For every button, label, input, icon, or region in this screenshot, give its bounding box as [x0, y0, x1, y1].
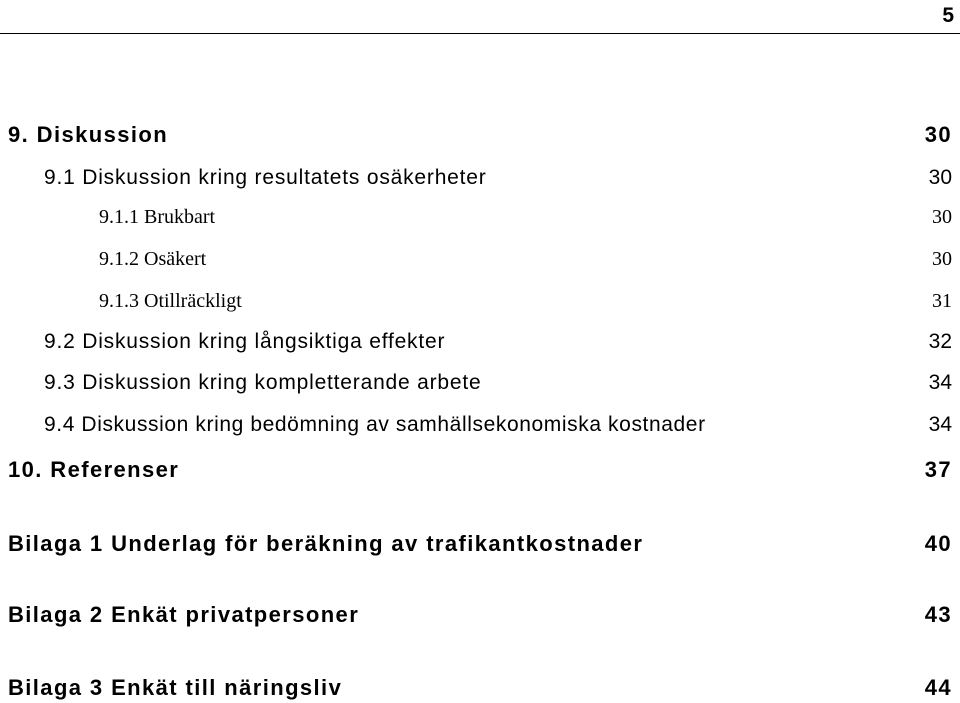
toc-entry-9-2[interactable]	[44, 331, 952, 352]
toc-entry-9-4[interactable]	[44, 414, 952, 435]
toc-entry-page: 30	[932, 206, 952, 228]
toc-entry-9-1-3[interactable]	[99, 291, 952, 311]
toc-entry-label: 9.1.1 Brukbart	[99, 206, 216, 228]
header-rule	[0, 33, 960, 34]
toc-entry-label: 9.4 Diskussion kring bedömning av samhällsekonomiska kostnader	[44, 413, 706, 436]
toc-entry-label: 9. Diskussion	[8, 122, 169, 147]
toc-entry-label: Bilaga 2 Enkät privatpersoner	[8, 602, 360, 627]
toc-entry-page: 34	[928, 371, 952, 394]
toc-entry-label: 9.2 Diskussion kring långsiktiga effekter	[44, 330, 446, 353]
toc-entry-page: 30	[924, 122, 952, 147]
toc-entry-page: 32	[928, 330, 952, 353]
toc-entry-9-1[interactable]	[44, 167, 952, 188]
toc-entry-page: 37	[924, 457, 952, 482]
toc-entry-bilaga-3[interactable]	[8, 677, 952, 699]
toc-entry-10[interactable]	[8, 459, 952, 481]
toc-entry-bilaga-2[interactable]	[8, 604, 952, 626]
toc-entry-bilaga-1[interactable]	[8, 533, 952, 555]
toc-entry-label: 9.1 Diskussion kring resultatets osäkerheter	[44, 166, 487, 189]
toc-entry-page: 31	[932, 290, 952, 312]
toc-entry-label: 9.1.2 Osäkert	[99, 248, 207, 270]
page-number: 5	[942, 4, 954, 27]
toc-entry-page: 43	[924, 602, 952, 627]
toc-entry-page: 30	[928, 166, 952, 189]
toc-entry-9-3[interactable]	[44, 372, 952, 393]
toc-entry-label: 9.3 Diskussion kring kompletterande arbete	[44, 371, 482, 394]
toc-entry-page: 40	[924, 531, 952, 556]
toc-entry-9[interactable]	[8, 124, 952, 146]
toc-entry-label: Bilaga 1 Underlag för beräkning av trafikantkostnader	[8, 531, 644, 556]
toc-entry-9-1-1[interactable]	[99, 207, 952, 227]
toc-entry-page: 44	[924, 675, 952, 700]
toc-entry-label: 9.1.3 Otillräckligt	[99, 290, 242, 312]
toc-entry-page: 34	[928, 413, 952, 436]
toc-entry-label: Bilaga 3 Enkät till näringsliv	[8, 675, 343, 700]
toc-entry-9-1-2[interactable]	[99, 249, 952, 269]
toc-entry-page: 30	[932, 248, 952, 270]
toc-entry-label: 10. Referenser	[8, 457, 180, 482]
